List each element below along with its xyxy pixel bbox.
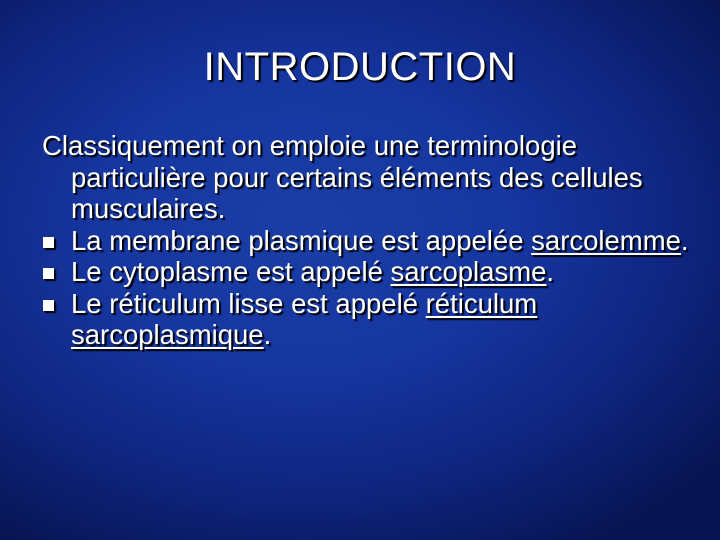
square-bullet-icon [43, 237, 54, 248]
intro-paragraph: Classiquement on emploie une terminologie particulière pour certains éléments des cellules musculaires. [42, 130, 643, 224]
bullet-term: réticulum sarcoplasmique [71, 287, 538, 350]
bullet-term: sarcoplasme [390, 256, 547, 287]
bullet-item-sarcolemme [42, 225, 702, 257]
bullet-text: Le réticulum lisse est appelé [71, 287, 426, 319]
bullet-term: sarcolemme [531, 224, 681, 256]
bullet-text: La membrane plasmique est appelée [71, 224, 532, 256]
bullet-end: . [263, 319, 272, 350]
square-bullet-icon [43, 300, 54, 311]
slide-body [42, 130, 702, 351]
bullet-end: . [546, 256, 555, 287]
bullet-text: Le cytoplasme est appelé [71, 256, 391, 287]
bullet-item-sarcoplasme [42, 256, 702, 288]
slide-title: INTRODUCTION [203, 45, 517, 89]
square-bullet-icon [43, 268, 54, 279]
bullet-item-reticulum [42, 288, 702, 351]
bullet-end: . [680, 224, 689, 256]
